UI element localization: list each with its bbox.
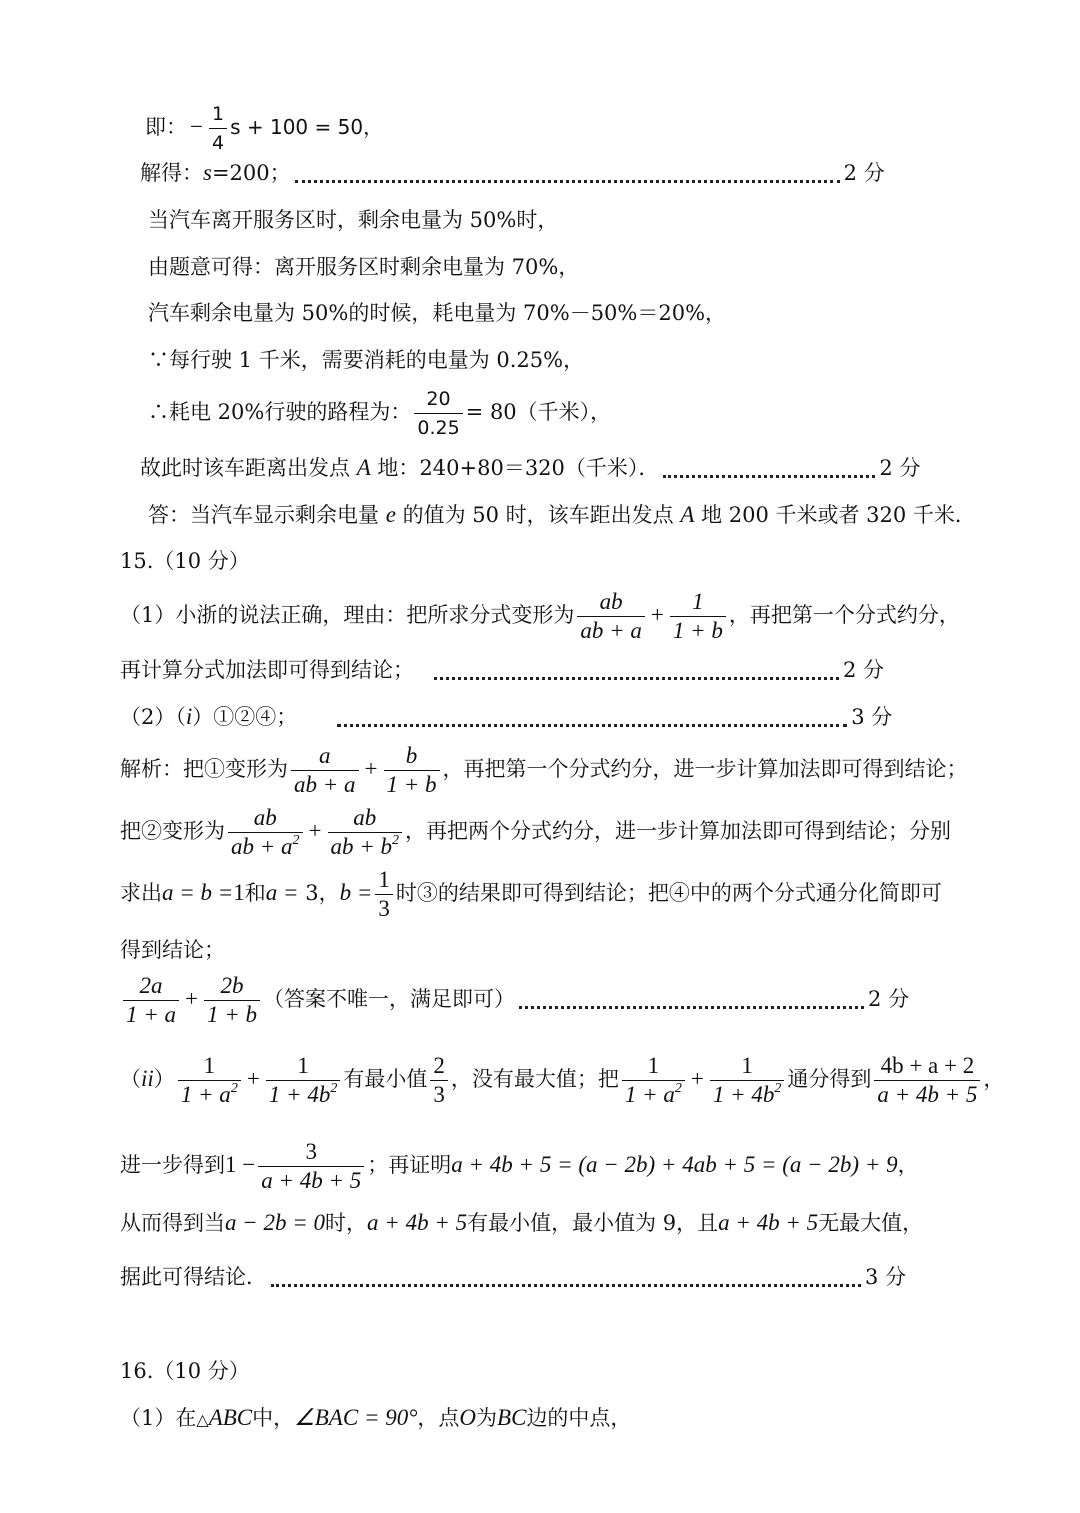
line-text: =200；: [211, 161, 291, 185]
variable: i: [185, 704, 193, 729]
math-expr: a + 4b + 5: [718, 1210, 819, 1235]
equation-line: [120, 1138, 919, 1195]
line-text: 有最小值，最小值为 9，且: [467, 1211, 719, 1235]
line-text: ）: [153, 1067, 175, 1091]
line-text: 时，: [325, 1211, 368, 1235]
line-text: （2）（: [120, 705, 186, 729]
line-text: 从而得到当: [120, 1211, 225, 1235]
fraction: [622, 1052, 685, 1109]
fraction: [266, 1052, 341, 1109]
math-expr: ∠BAC = 90°: [294, 1405, 418, 1430]
math-expr: b =: [339, 880, 373, 905]
math-expr: a + 4b + 5 = (a − 2b) + 4ab + 5 = (a − 2b) + 9: [451, 1152, 898, 1177]
score-label: 3 分: [851, 705, 893, 729]
line-text: 故此时该车距离出发点: [140, 456, 357, 480]
answer-line: [148, 500, 976, 530]
line-text: s + 100 = 50，: [230, 115, 384, 139]
text-line: 得到结论；: [120, 938, 225, 962]
numerator: ab: [253, 805, 277, 830]
denominator-text: 1 + 4b: [712, 1082, 775, 1107]
line-text: 即：: [145, 115, 187, 139]
denominator: 0.25: [414, 413, 462, 442]
math-number: 3，: [305, 881, 340, 905]
line-text: （1）小浙的说法正确，理由：把所求分式变形为: [120, 603, 575, 627]
fraction: [430, 1052, 448, 1109]
numerator: b: [405, 743, 418, 768]
equation-line: （1）小浙的说法正确，理由：把所求分式变形为 $\frac{ab}{ab + a}$ + $\frac{1}{1 + b}$ ，再把第一个分式约分，: [120, 589, 960, 643]
line-text: 求出: [120, 881, 162, 905]
line-text: 把②变形为: [120, 819, 225, 843]
score-leader: [271, 1270, 861, 1287]
line-text: （答案不唯一，满足即可）: [263, 987, 516, 1011]
line-text: 答：当汽车显示剩余电量: [148, 503, 386, 527]
equation-line: [148, 385, 611, 442]
denominator-text: 1 + a: [624, 1082, 675, 1107]
denominator: 4: [209, 128, 227, 157]
math-number: 1: [233, 880, 245, 905]
line-text: 地 200 千米或者 320 千米．: [694, 503, 976, 527]
fraction: [670, 588, 726, 645]
denominator-text: 1 + a: [180, 1082, 231, 1107]
line-text: ，再把第一个分式约分，: [728, 603, 960, 627]
line-text: ，再把两个分式约分，进一步计算加法即可得到结论；分别: [405, 819, 952, 843]
text-line: [120, 702, 892, 732]
line-text: ，点: [417, 1406, 460, 1430]
numerator: 1: [378, 867, 390, 892]
text-line: 当汽车离开服务区时，剩余电量为 50%时，: [148, 208, 559, 232]
denominator: $1 + a^2$: [178, 1080, 241, 1109]
denominator: $1 + 4b^2$: [710, 1080, 785, 1109]
math-expr: ABC: [208, 1405, 253, 1430]
denominator-text: 1 + 4b: [268, 1082, 331, 1107]
score-label: 3 分: [865, 1265, 907, 1289]
fraction: [123, 972, 179, 1029]
denominator: ab + $b^2$: [328, 832, 403, 861]
solution-line: [140, 158, 885, 188]
variable: e: [385, 502, 396, 527]
numerator: 3: [305, 1139, 317, 1164]
math-expr: a + 4b + 5: [367, 1210, 468, 1235]
numerator: a: [319, 743, 331, 768]
denominator: $1 + 4b^2$: [266, 1080, 341, 1109]
score-leader: [337, 710, 847, 727]
numerator: 2: [433, 1053, 445, 1078]
variable: ii: [141, 1066, 154, 1091]
denominator: 1 + b: [670, 616, 726, 645]
text-line: ∵每行驶 1 千米，需要消耗的电量为 0.25%，: [148, 348, 585, 372]
equation-line: $\frac{2a}{1 + a}$ + $\frac{2b}{1 + b}$ （答案不唯一，满足即可） 2 分: [120, 972, 909, 1029]
fraction: [384, 742, 440, 799]
text-line: [120, 655, 884, 685]
line-text: 的值为 50 时，该车距出发点: [395, 503, 681, 527]
text-line: [140, 453, 920, 483]
score-leader: [434, 663, 839, 680]
numerator: 20: [426, 388, 451, 410]
variable: A: [680, 502, 695, 527]
line-text: 中，: [252, 1406, 295, 1430]
score-leader: [295, 166, 840, 183]
fraction: [874, 1052, 980, 1109]
line-text: （: [120, 1067, 141, 1091]
fraction: [258, 1138, 364, 1195]
line-text: ，没有最大值；把: [450, 1067, 619, 1091]
denominator: 1 + a: [123, 1000, 179, 1029]
equation-line: [120, 1208, 923, 1238]
line-text: = 80（千米），: [465, 400, 612, 424]
line-text: 有最小值: [343, 1067, 428, 1091]
line-text: ，: [983, 1067, 1005, 1091]
question-heading: 16.（10 分）: [120, 1359, 250, 1383]
text-line: [120, 1262, 906, 1292]
line-text: 据此可得结论．: [120, 1265, 267, 1289]
line-text: 解析：把①变形为: [120, 757, 288, 781]
line-text: （1）在: [120, 1406, 197, 1430]
line-text: 和: [244, 881, 266, 905]
text-line: 汽车剩余电量为 50%的时候，耗电量为 70%－50%＝20%，: [148, 301, 727, 325]
line-text: 边的中点，: [526, 1406, 632, 1430]
score-label: 2 分: [868, 987, 910, 1011]
denominator-text: ab + a: [231, 834, 293, 859]
triangle-symbol: △: [196, 1410, 209, 1429]
variable: A: [356, 455, 371, 480]
numerator: ab: [353, 805, 377, 830]
fraction: [291, 742, 359, 799]
fraction: [228, 804, 303, 861]
line-text: 解得：: [140, 161, 203, 185]
math-expr: a =: [265, 880, 299, 905]
line-text: ，: [897, 1153, 919, 1177]
denominator: 3: [375, 894, 393, 923]
score-leader: [663, 461, 875, 478]
math-expr: 1 −: [225, 1152, 256, 1177]
variable: BC: [497, 1405, 527, 1430]
numerator: 1: [692, 589, 704, 614]
denominator: 1 + b: [204, 1000, 260, 1029]
numerator: 1: [297, 1053, 309, 1078]
line-text: ，再把第一个分式约分，进一步计算加法即可得到结论；: [442, 757, 968, 781]
line-text: ；再证明: [367, 1153, 452, 1177]
fraction: [414, 385, 462, 442]
line-text: 再计算分式加法即可得到结论；: [120, 658, 414, 682]
variable: O: [459, 1405, 477, 1430]
numerator: 1: [647, 1053, 660, 1078]
score-label: 2 分: [879, 456, 921, 480]
equation-line: [120, 866, 942, 923]
fraction: [328, 804, 403, 861]
numerator: 1: [211, 103, 225, 125]
fraction: [178, 1052, 241, 1109]
math-expr: a − 2b = 0: [225, 1210, 326, 1235]
fraction: [209, 100, 227, 157]
denominator: a + 4b + 5: [258, 1166, 364, 1195]
line-text: 为: [476, 1406, 498, 1430]
line-text: 通分得到: [787, 1067, 872, 1091]
denominator: ab + $a^2$: [228, 832, 303, 861]
fraction: [375, 866, 393, 923]
denominator: ab + a: [577, 616, 645, 645]
equation-line: [120, 1403, 631, 1435]
variable: s: [203, 160, 212, 185]
line-text: ∴耗电 20%行驶的路程为：: [148, 400, 412, 424]
text-line: 由题意可得：离开服务区时剩余电量为 70%，: [148, 255, 580, 279]
numerator: 1: [203, 1053, 216, 1078]
denominator: ab + a: [291, 770, 359, 799]
math-expr: a = b =: [162, 880, 234, 905]
denominator: 1 + b: [384, 770, 440, 799]
line-text: 无最大值，: [818, 1211, 924, 1235]
equation-line: （ii） $\frac{1}{1 + a^2}$ + $\frac{1}{1 + 4b^2}$ 有最小值 $\frac{2}{3}$ ，没有最大值；把 $\frac{1}{1 + a^2}$ + $\frac{1}{1 + 4b^2}$ 通分得到 $\frac{4b + a + 2}{a + 4b + 5}$ ，: [120, 1053, 1005, 1107]
fraction: [710, 1052, 785, 1109]
numerator: 1: [741, 1053, 753, 1078]
fraction: [577, 588, 645, 645]
numerator: 2b: [220, 973, 244, 998]
equation-line: 把②变形为 $\frac{ab}{ab + a^2}$ + $\frac{ab}{ab + b^2}$ ，再把两个分式约分，进一步计算加法即可得到结论；分别: [120, 805, 952, 859]
equation-line: 解析：把①变形为 $\frac{a}{ab + a}$ + $\frac{b}{1 + b}$ ，再把第一个分式约分，进一步计算加法即可得到结论；: [120, 743, 968, 797]
line-text: 地：240+80＝320（千米）．: [370, 456, 660, 480]
denominator: $1 + a^2$: [622, 1080, 685, 1109]
numerator: 2a: [139, 973, 163, 998]
equation-line: 即： − $\frac{1}{4}$ s + 100 = 50，: [145, 100, 383, 157]
score-label: 2 分: [843, 658, 885, 682]
denominator-text: ab + b: [330, 834, 393, 859]
line-text: 进一步得到: [120, 1153, 225, 1177]
line-text: 时③的结果即可得到结论；把④中的两个分式通分化简即可: [395, 881, 942, 905]
line-text: ）①②④；: [192, 705, 298, 729]
score-label: 2 分: [843, 161, 885, 185]
denominator: a + 4b + 5: [874, 1080, 980, 1109]
score-leader: [519, 992, 864, 1009]
question-heading: 15.（10 分）: [120, 549, 250, 573]
denominator: 3: [430, 1080, 448, 1109]
fraction: [204, 972, 260, 1029]
numerator: ab: [599, 589, 623, 614]
numerator: 4b + a + 2: [880, 1053, 975, 1078]
